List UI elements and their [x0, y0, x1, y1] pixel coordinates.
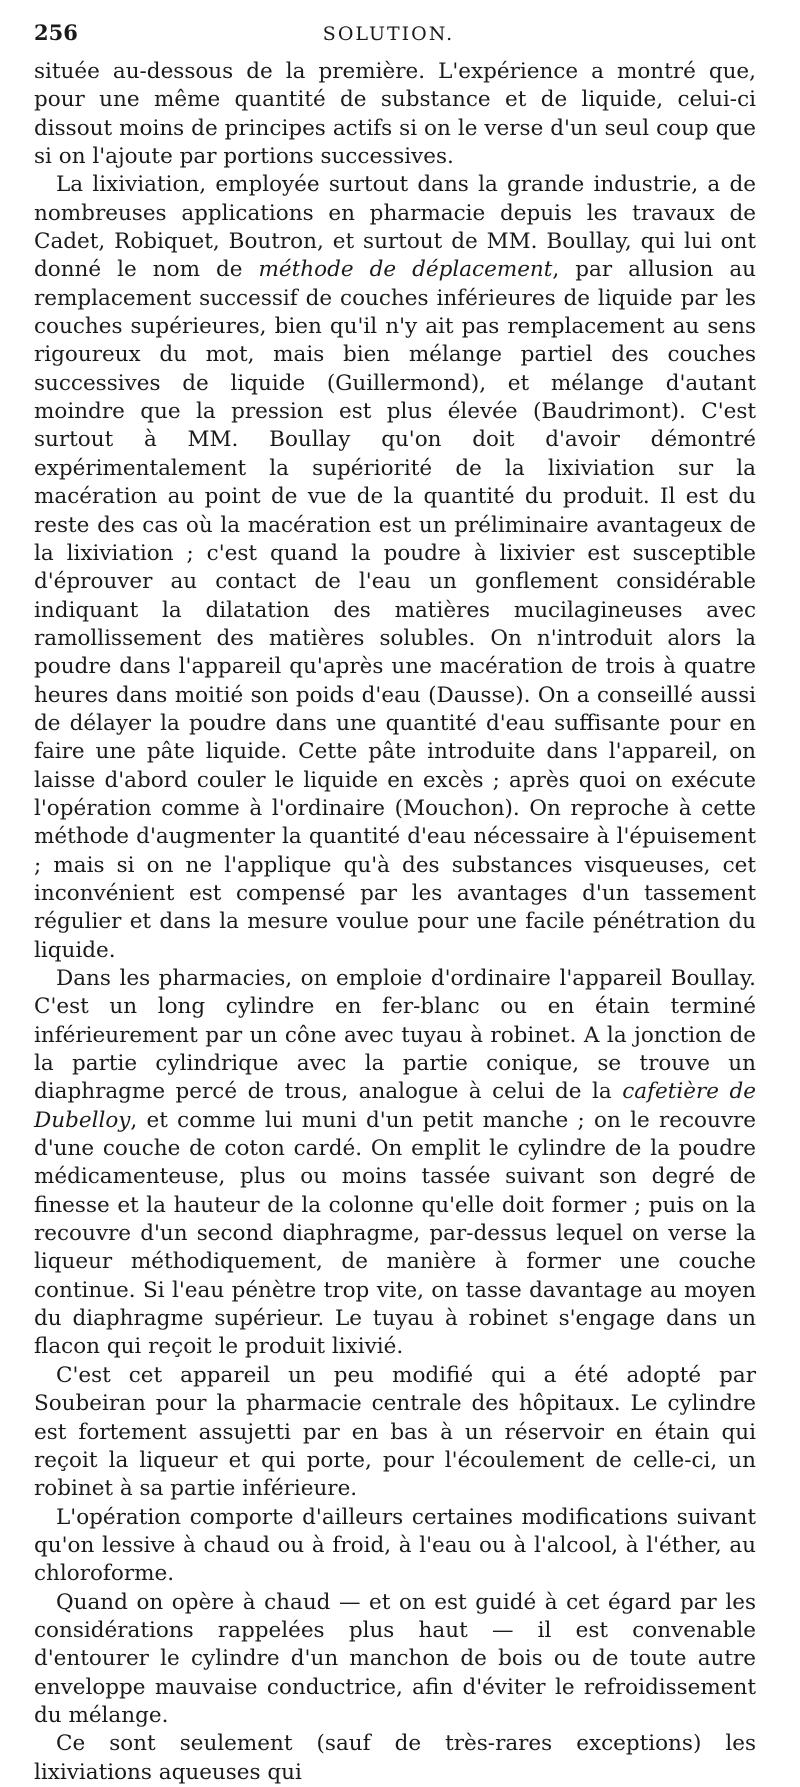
text-run: située au-dessous de la première. L'expérience a montré que, pour une même quantité de substance et de liquide, celui-ci dissout moins de principes actifs si on le verse d'un seul coup que si on l'ajoute par portions successives.	[34, 59, 756, 170]
text-run: Ce sont seulement (sauf de très-rares exceptions) les lixiviations aqueuses qui	[34, 1731, 756, 1785]
paragraph-modifications	[34, 1504, 756, 1589]
paragraph-chaud	[34, 1589, 756, 1731]
text-run: , et comme lui muni d'un petit manche ; on le recouvre d'une couche de coton cardé. On emplit le cylindre de la poudre médicamenteuse, plus ou moins tassée suivant son degré de finesse et la hauteur de la colonne qu'elle doit former ; puis on la recouvre d'un second diaphragme, par-dessus lequel on verse la liqueur méthodiquement, de manière à former une couche continue. Si l'eau pénètre trop vite, on tasse davantage au moyen du diaphragme supérieur. Le tuyau à robinet s'engage dans un flacon qui reçoit le produit lixivié.	[34, 1107, 756, 1360]
text-run: Quand on opère à chaud — et on est guidé à cet égard par les considérations rappelées plus haut — il est convenable d'entourer le cylindre d'un manchon de bois ou de toute autre enveloppe mauvaise conductrice, afin d'éviter le refroidissement du mélange.	[34, 1589, 756, 1728]
italic-term: méthode de déplacement	[258, 257, 553, 283]
text-run: La lixiviation, employée surtout dans la grande industrie, a de nombreuses applications en pharmacie depuis les travaux de Cadet, Robiquet, Boutron, et surtout de MM. Boullay, qui lui ont donné le nom de	[34, 172, 756, 283]
paragraph-lixiviation	[34, 171, 756, 965]
text-run: , par allusion au remplacement successif de couches inférieures de liquide par les couches supérieures, bien qu'il n'y ait pas remplacement au sens rigoureux du mot, mais bien mélange partiel des couches successives de liquide (Guillermond), et mélange d'autant moindre que la pression est plus élevée (Baudrimont). C'est surtout à MM. Boullay qu'on doit d'avoir démontré expérimentalement la supériorité de la lixiviation sur la macération au point de vue de la quantité du produit. Il est du reste des cas où la macération est un préliminaire avantageux de la lixiviation ; c'est quand la poudre à lixivier est susceptible d'éprouver au contact de l'eau un gonflement considérable indiquant la dilatation des matières mucilagineuses avec ramollissement des matières solubles. On n'introduit alors la poudre dans l'appareil qu'après une macération de trois à quatre heures dans moitié son poids d'eau (Dausse). On a conseillé aussi de délayer la poudre dans une quantité d'eau suffisante pour en faire une pâte liquide. Cette pâte introduite dans l'appareil, on laisse d'abord couler le liquide en excès ; après quoi on exécute l'opération comme à l'ordinaire (Mouchon). On reproche à cette méthode d'augmenter la quantité d'eau nécessaire à l'épuisement ; mais si on ne l'applique qu'à des substances visqueuses, cet inconvénient est compensé par les avantages d'un tassement régulier et dans la mesure voulue pour une facile pénétration du liquide.	[34, 257, 756, 963]
body-text	[34, 58, 756, 1787]
paragraph-soubeiran	[34, 1362, 756, 1504]
text-run: Dans les pharmacies, on emploie d'ordinaire l'appareil Boullay. C'est un long cylindre en fer-blanc ou en étain terminé inférieurement par un cône avec tuyau à robinet. A la jonction de la partie cylindrique avec la partie conique, se trouve un diaphragme percé de trous, analogue à celui de la	[34, 966, 756, 1105]
text-run: L'opération comporte d'ailleurs certaines modifications suivant qu'on lessive à chaud ou à froid, à l'eau ou à l'alcool, à l'éther, au chloroforme.	[34, 1504, 756, 1587]
page-header	[34, 20, 756, 54]
running-head: SOLUTION.	[322, 23, 455, 45]
paragraph-continuation	[34, 58, 756, 171]
italic-term: cafetière de Dubelloy	[34, 1079, 756, 1133]
paragraph-appareil-boullay	[34, 965, 756, 1362]
paragraph-final	[34, 1730, 756, 1787]
text-run: C'est cet appareil un peu modifié qui a été adopté par Soubeiran pour la pharmacie centrale des hôpitaux. Le cylindre est fortement assujetti par en bas à un réservoir en étain qui reçoit la liqueur et qui porte, pour l'écoulement de celle-ci, un robinet à sa partie inférieure.	[34, 1362, 756, 1502]
page-number: 256	[34, 20, 78, 45]
